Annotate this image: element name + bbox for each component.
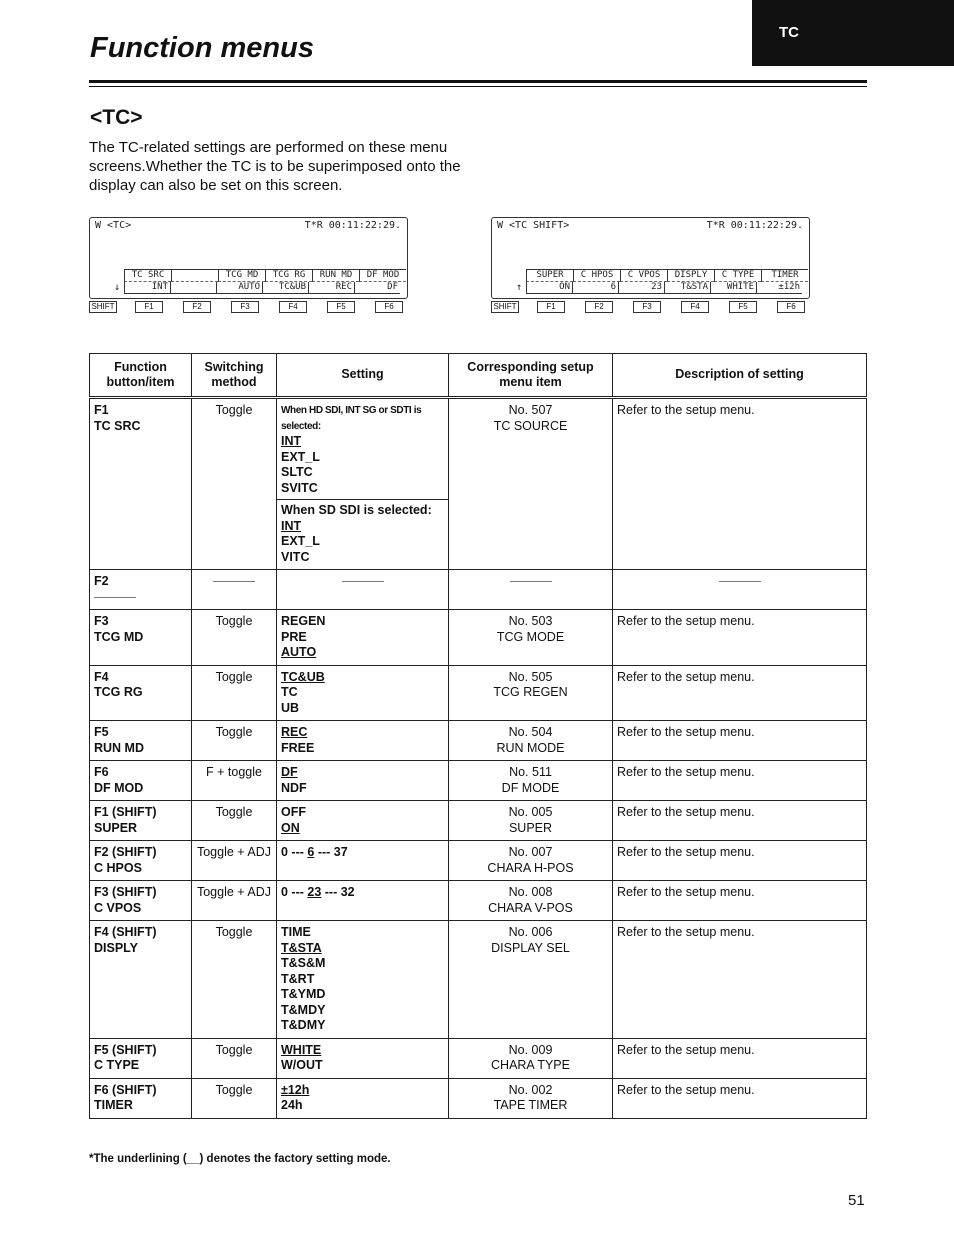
function-keys-row xyxy=(491,301,825,313)
setup-cell: No. 006 DISPLAY SEL xyxy=(449,921,613,1039)
lcd-value: TC&UB xyxy=(262,282,308,294)
lcd-label: TIMER xyxy=(761,269,808,282)
title-rule-thin xyxy=(89,86,867,87)
setting-option: T&RT xyxy=(281,971,315,986)
footnote: *The underlining (__) denotes the factory setting mode. xyxy=(89,1153,391,1165)
dash-placeholder xyxy=(342,581,384,582)
lcd-label: C TYPE xyxy=(714,269,761,282)
setting-cell xyxy=(277,1038,449,1078)
table-row xyxy=(90,801,867,841)
description-cell: Refer to the setup menu. xyxy=(613,721,867,761)
down-arrow-icon: ↓ xyxy=(114,282,121,293)
setting-option: T&S&M xyxy=(281,956,326,970)
setting-cell xyxy=(277,921,449,1039)
function-cell: F1 TC SRC xyxy=(90,398,192,570)
method-cell: Toggle xyxy=(192,921,277,1039)
col-header: Corresponding setup menu item xyxy=(449,354,613,398)
setting-option: UB xyxy=(281,700,300,715)
f4-key[interactable]: F4 xyxy=(279,301,307,313)
setting-cell xyxy=(277,398,449,570)
method-cell: Toggle xyxy=(192,610,277,666)
setting-option: WHITE xyxy=(281,1042,322,1057)
col-header: Description of setting xyxy=(613,354,867,398)
description-cell: Refer to the setup menu. xyxy=(613,881,867,921)
function-keys-row xyxy=(89,301,423,313)
f3-key[interactable]: F3 xyxy=(231,301,259,313)
setting-option: REGEN xyxy=(281,614,326,628)
table-row xyxy=(90,881,867,921)
setting-cell xyxy=(277,610,449,666)
method-cell: Toggle xyxy=(192,721,277,761)
f5-key[interactable]: F5 xyxy=(729,301,757,313)
setting-cell: 0 --- 23 --- 32 xyxy=(277,881,449,921)
lcd-label: DISPLY xyxy=(667,269,714,282)
description-cell: Refer to the setup menu. xyxy=(613,841,867,881)
description-cell: Refer to the setup menu. xyxy=(613,1078,867,1118)
f2-key[interactable]: F2 xyxy=(183,301,211,313)
setting-cell xyxy=(277,761,449,801)
table-row xyxy=(90,721,867,761)
function-cell: F3 (SHIFT) C VPOS xyxy=(90,881,192,921)
function-cell: F1 (SHIFT) SUPER xyxy=(90,801,192,841)
setting-option: DF xyxy=(281,765,298,779)
table-row xyxy=(90,398,867,570)
table-row xyxy=(90,1078,867,1118)
setup-cell: No. 511 DF MODE xyxy=(449,761,613,801)
condition-text: When HD SDI, INT SG or SDTI is selected: xyxy=(281,405,422,432)
shift-key[interactable]: SHIFT xyxy=(89,301,117,313)
setting-cell xyxy=(277,1078,449,1118)
f2-key[interactable]: F2 xyxy=(585,301,613,313)
setting-option: EXT_L xyxy=(281,534,320,548)
section-tab-label: TC xyxy=(779,24,799,41)
setting-option: TIME xyxy=(281,925,311,939)
lcd-value: AUTO xyxy=(216,282,262,294)
f5-key[interactable]: F5 xyxy=(327,301,355,313)
setting-cell xyxy=(277,721,449,761)
method-cell xyxy=(192,570,277,610)
lcd-value: 23 xyxy=(618,282,664,294)
f1-key[interactable]: F1 xyxy=(537,301,565,313)
setting-option: EXT_L xyxy=(281,449,320,464)
dash-placeholder xyxy=(94,597,136,598)
col-header: Function button/item xyxy=(90,354,192,398)
lcd-label: TCG MD xyxy=(218,269,265,282)
setting-option: TC xyxy=(281,685,298,699)
method-cell: Toggle xyxy=(192,665,277,721)
function-cell: F2 xyxy=(90,570,192,610)
setting-option: TC&UB xyxy=(281,669,325,684)
setting-option: T&DMY xyxy=(281,1018,326,1032)
lcd-value: REC xyxy=(308,282,354,294)
lcd-label xyxy=(171,269,218,282)
lcd-value: T&STA xyxy=(664,282,710,294)
table-row xyxy=(90,665,867,721)
function-cell: F2 (SHIFT) C HPOS xyxy=(90,841,192,881)
setting-option: 24h xyxy=(281,1098,303,1112)
function-cell: F5 RUN MD xyxy=(90,721,192,761)
function-cell: F3 TCG MD xyxy=(90,610,192,666)
setting-option: FREE xyxy=(281,740,315,755)
lcd-value: ±12h xyxy=(756,282,802,294)
setting-cell xyxy=(277,665,449,721)
function-cell: F6 DF MOD xyxy=(90,761,192,801)
col-header: Setting xyxy=(277,354,449,398)
setup-cell: No. 007 CHARA H-POS xyxy=(449,841,613,881)
description-cell: Refer to the setup menu. xyxy=(613,610,867,666)
f6-key[interactable]: F6 xyxy=(375,301,403,313)
description-cell: Refer to the setup menu. xyxy=(613,801,867,841)
lcd-label: C VPOS xyxy=(620,269,667,282)
lcd-screen-tc xyxy=(89,217,408,299)
setup-cell: No. 008 CHARA V-POS xyxy=(449,881,613,921)
setting-option: VITC xyxy=(281,549,310,564)
sd-settings xyxy=(277,499,448,565)
setup-cell: No. 507 TC SOURCE xyxy=(449,398,613,570)
lcd-label: SUPER xyxy=(526,269,573,282)
setting-option: REC xyxy=(281,725,308,739)
function-cell: F5 (SHIFT) C TYPE xyxy=(90,1038,192,1078)
setup-cell xyxy=(449,570,613,610)
setting-option: T&YMD xyxy=(281,987,326,1001)
table-row xyxy=(90,761,867,801)
setting-option: INT xyxy=(281,518,302,533)
description-cell: Refer to the setup menu. xyxy=(613,761,867,801)
description-cell: Refer to the setup menu. xyxy=(613,665,867,721)
description-cell: Refer to the setup menu. xyxy=(613,1038,867,1078)
setting-option: ±12h xyxy=(281,1082,310,1097)
lcd-header-left: W <TC SHIFT> xyxy=(497,220,570,231)
condition-text: When SD SDI is selected: xyxy=(281,503,432,517)
lcd-header-left: W <TC> xyxy=(95,220,132,231)
setup-cell: No. 503 TCG MODE xyxy=(449,610,613,666)
setting-option: T&MDY xyxy=(281,1002,326,1017)
description-cell xyxy=(613,570,867,610)
setting-cell xyxy=(277,570,449,610)
table-row xyxy=(90,610,867,666)
lcd-header-right: T*R 00:11:22:29. xyxy=(706,220,803,231)
f1-key[interactable]: F1 xyxy=(135,301,163,313)
method-cell: Toggle + ADJ xyxy=(192,841,277,881)
lcd-label: RUN MD xyxy=(312,269,359,282)
setting-cell xyxy=(277,801,449,841)
setting-option: INT xyxy=(281,434,302,448)
method-cell: Toggle xyxy=(192,801,277,841)
method-cell: Toggle xyxy=(192,398,277,570)
lcd-value: ON xyxy=(526,282,572,294)
function-cell: F6 (SHIFT) TIMER xyxy=(90,1078,192,1118)
method-cell: F + toggle xyxy=(192,761,277,801)
setting-option: SLTC xyxy=(281,465,313,479)
setting-option: W/OUT xyxy=(281,1058,323,1072)
setting-option: OFF xyxy=(281,805,306,819)
function-menu-table xyxy=(89,353,867,1119)
description-cell: Refer to the setup menu. xyxy=(613,398,867,570)
setup-cell: No. 505 TCG REGEN xyxy=(449,665,613,721)
section-heading: <TC> xyxy=(90,106,143,129)
f6-key[interactable]: F6 xyxy=(777,301,805,313)
f3-key[interactable]: F3 xyxy=(633,301,661,313)
lcd-screen-tc-shift xyxy=(491,217,810,299)
lcd-label: TCG RG xyxy=(265,269,312,282)
page-number: 51 xyxy=(848,1192,865,1209)
lcd-value: DF xyxy=(354,282,400,294)
setup-cell: No. 009 CHARA TYPE xyxy=(449,1038,613,1078)
intro-paragraph: The TC-related settings are performed on these menu screens.Whether the TC is to be superimposed onto the display can also be set on this screen. xyxy=(89,139,461,194)
lcd-label: C HPOS xyxy=(573,269,620,282)
dash-placeholder xyxy=(510,581,552,582)
method-cell: Toggle xyxy=(192,1078,277,1118)
lcd-label: TC SRC xyxy=(124,269,171,282)
setting-option: PRE xyxy=(281,629,307,644)
setup-cell: No. 005 SUPER xyxy=(449,801,613,841)
setting-cell: 0 --- 6 --- 37 xyxy=(277,841,449,881)
method-cell: Toggle xyxy=(192,1038,277,1078)
setup-cell: No. 002 TAPE TIMER xyxy=(449,1078,613,1118)
setting-option: AUTO xyxy=(281,645,317,659)
col-header: Switching method xyxy=(192,354,277,398)
function-cell: F4 TCG RG xyxy=(90,665,192,721)
table-row xyxy=(90,570,867,610)
table-header-row xyxy=(90,354,867,398)
page-title: Function menus xyxy=(90,32,314,64)
dash-placeholder xyxy=(213,581,255,582)
lcd-value xyxy=(170,282,216,294)
section-tab xyxy=(752,0,954,66)
lcd-value: INT xyxy=(124,282,170,294)
method-cell: Toggle + ADJ xyxy=(192,881,277,921)
lcd-label: DF MOD xyxy=(359,269,406,282)
dash-placeholder xyxy=(719,581,761,582)
lcd-value: 6 xyxy=(572,282,618,294)
setting-option: NDF xyxy=(281,780,307,795)
setup-cell: No. 504 RUN MODE xyxy=(449,721,613,761)
title-rule xyxy=(89,80,867,83)
setting-option: ON xyxy=(281,820,300,835)
shift-key[interactable]: SHIFT xyxy=(491,301,519,313)
lcd-value: WHITE xyxy=(710,282,756,294)
lcd-header-right: T*R 00:11:22:29. xyxy=(304,220,401,231)
table-row xyxy=(90,921,867,1039)
function-cell: F4 (SHIFT) DISPLY xyxy=(90,921,192,1039)
setting-option: T&STA xyxy=(281,940,322,955)
table-row xyxy=(90,1038,867,1078)
table-row xyxy=(90,841,867,881)
setting-option: SVITC xyxy=(281,480,318,495)
description-cell: Refer to the setup menu. xyxy=(613,921,867,1039)
f4-key[interactable]: F4 xyxy=(681,301,709,313)
up-arrow-icon: ↑ xyxy=(516,282,523,293)
